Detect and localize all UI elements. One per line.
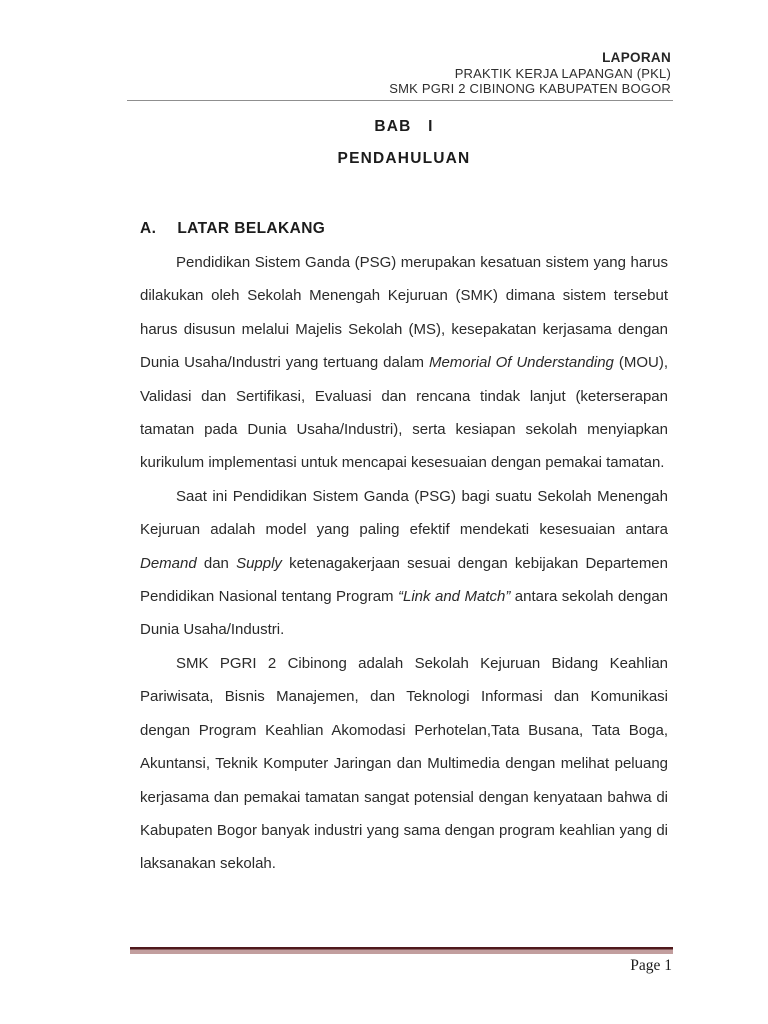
- chapter-title: [140, 111, 668, 175]
- section-heading: [140, 220, 325, 238]
- chapter-name: PENDAHULUAN: [337, 149, 471, 167]
- italic-text-segment: Memorial Of Understanding: [428, 354, 614, 372]
- chapter-number: BAB I: [374, 118, 434, 135]
- italic-text-segment: “Link and Match”: [398, 588, 511, 606]
- page-number: Page 1: [630, 957, 672, 974]
- document-header: [140, 50, 671, 97]
- school-name: SMK PGRI 2 CIBINONG KABUPATEN BOGOR: [389, 81, 671, 97]
- italic-text-segment: Supply: [236, 554, 282, 572]
- section-label: A.: [140, 220, 157, 237]
- footer-rule-light: [130, 950, 673, 953]
- report-subtitle: PRAKTIK KERJA LAPANGAN (PKL): [454, 65, 671, 81]
- text-segment: SMK PGRI 2 Cibinong adalah Sekolah Kejuruan Bidang Keahlian Pariwisata, Bisnis Manajemen, dan Teknologi Informasi dan Komunikasi dengan Program Keahlian Akomodasi Perhotelan,Tata Busana, Tata Boga, Akuntansi, Teknik Komputer Jaringan dan Multimedia dengan melihat peluang kerjasama dan pemakai tamatan sangat potensial dengan kenyataan bahwa di Kabupaten Bogor banyak industri yang sama dengan program keahlian yang di laksanakan sekolah.: [140, 654, 668, 873]
- paragraph: [140, 480, 668, 647]
- text-segment: dan: [196, 554, 237, 572]
- header-rule: [127, 100, 673, 101]
- text-segment: Pendidikan Sistem Ganda (PSG) merupakan kesatuan sistem yang harus dilakukan oleh Sekolah Menengah Kejuruan (SMK) dimana sistem tersebut harus disusun melalui Majelis Sekolah (MS), kesepakatan kerjasama dengan Dunia Usaha/Industri yang tertuang dalam: [140, 254, 668, 372]
- text-segment: (MOU), Validasi dan Sertifikasi, Evaluasi dan rencana tindak lanjut (keterserapan tamatan pada Dunia Usaha/Industri), serta kesiapan sekolah menyiapkan kurikulum implementasi untuk mencapai kesesuaian dengan pemakai tamatan.: [140, 354, 668, 472]
- text-segment: Saat ini Pendidikan Sistem Ganda (PSG) bagi suatu Sekolah Menengah Kejuruan adalah model yang paling efektif mendekati kesesuaian antara: [140, 487, 668, 539]
- italic-text-segment: Demand: [140, 554, 197, 572]
- report-title: LAPORAN: [602, 50, 671, 65]
- section-title: LATAR BELAKANG: [177, 220, 326, 237]
- paragraph: [140, 647, 668, 881]
- body-text: [140, 246, 668, 881]
- paragraph: [140, 246, 668, 480]
- text-segment: ketenagakerjaan sesuai dengan kebijakan Departemen Pendidikan Nasional tentang Program: [140, 554, 668, 606]
- text-segment: antara sekolah dengan Dunia Usaha/Industri.: [140, 588, 669, 639]
